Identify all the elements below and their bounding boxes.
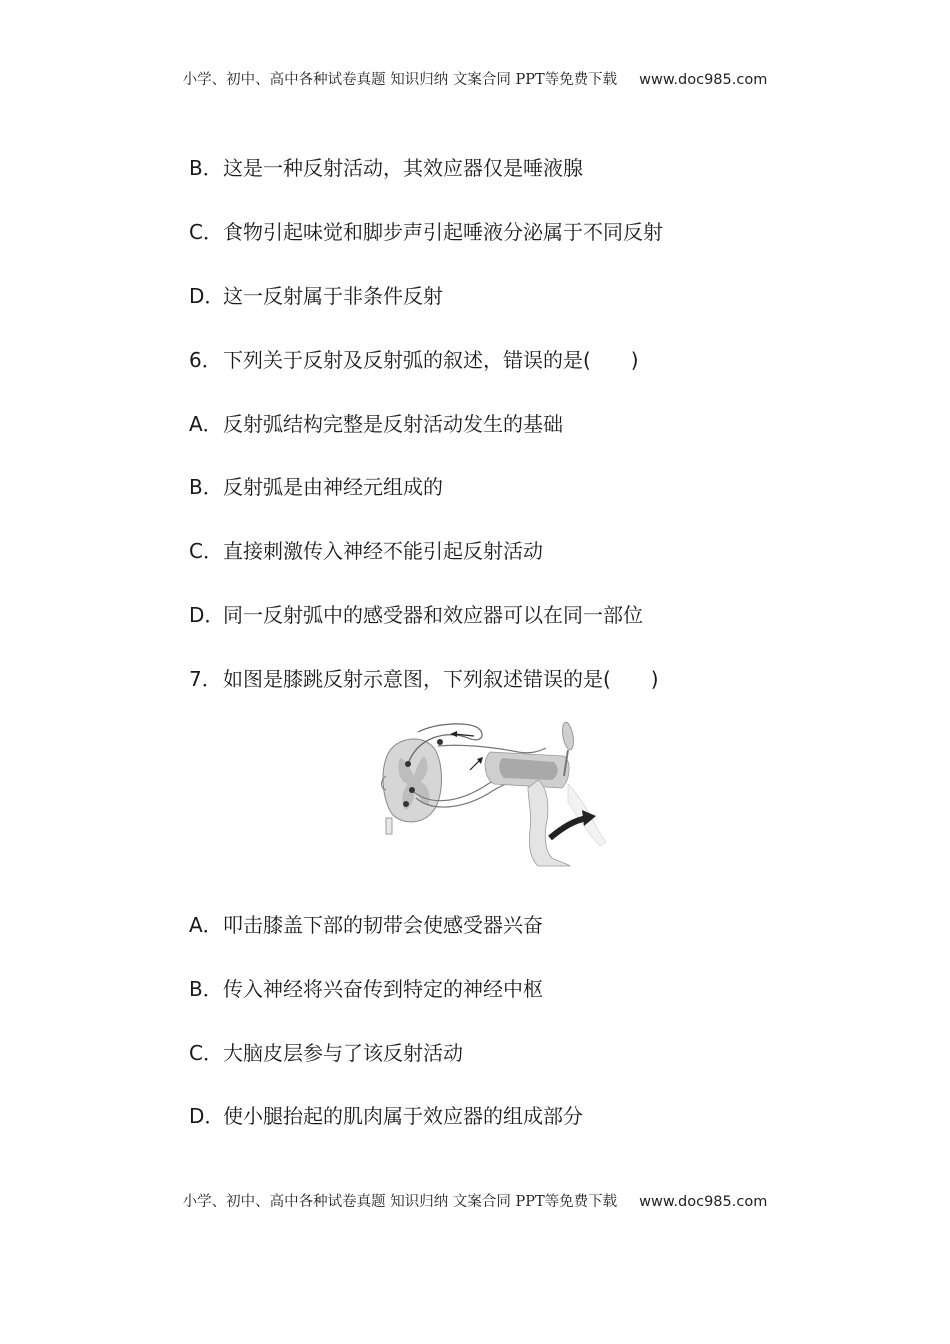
q6-option-b xyxy=(189,474,443,500)
option-label: B． xyxy=(189,156,223,180)
arrowhead xyxy=(477,757,483,764)
q6-option-c xyxy=(189,538,543,564)
neuron-body xyxy=(437,739,443,745)
arrowhead xyxy=(450,731,457,737)
neuron-body xyxy=(403,801,409,807)
option-text: 叩击膝盖下部的韧带会使感受器兴奋 xyxy=(223,913,543,937)
q7-stem xyxy=(189,666,659,692)
option-label: A． xyxy=(189,412,223,436)
q6-option-d xyxy=(189,602,643,628)
q6-stem xyxy=(189,347,639,373)
page-footer xyxy=(0,1190,950,1211)
option-label: C． xyxy=(189,539,223,563)
option-text: 传入神经将兴奋传到特定的神经中枢 xyxy=(223,977,543,1001)
option-label: B． xyxy=(189,475,223,499)
header-text: 小学、初中、高中各种试卷真题 知识归纳 文案合同 PPT等免费下载 xyxy=(182,72,618,88)
question-number: 7． xyxy=(189,667,222,691)
q6-option-a xyxy=(189,411,563,437)
option-label: D． xyxy=(189,1104,225,1128)
option-label: B． xyxy=(189,977,223,1001)
q7-option-a xyxy=(189,912,543,938)
movement-arrow xyxy=(550,818,588,838)
q7-option-c xyxy=(189,1040,463,1066)
neuron-body xyxy=(405,761,411,767)
option-text: 食物引起味觉和脚步声引起唾液分泌属于不同反射 xyxy=(223,220,663,244)
q5-option-c xyxy=(189,219,663,245)
option-label: D． xyxy=(189,603,225,627)
q5-option-d xyxy=(189,283,443,309)
option-label: A． xyxy=(189,913,223,937)
reflex-hammer-head xyxy=(561,721,576,750)
option-text: 大脑皮层参与了该反射活动 xyxy=(223,1041,463,1065)
option-label: C． xyxy=(189,220,223,244)
header-site[interactable]: www.doc985.com xyxy=(639,72,768,88)
option-text: 直接刺激传入神经不能引起反射活动 xyxy=(223,539,543,563)
footer-text: 小学、初中、高中各种试卷真题 知识归纳 文案合同 PPT等免费下载 xyxy=(182,1194,618,1210)
question-text: 如图是膝跳反射示意图，下列叙述错误的是( ) xyxy=(223,667,659,691)
q5-option-b xyxy=(189,155,583,181)
q7-option-b xyxy=(189,976,543,1002)
neuron-body xyxy=(409,787,415,793)
option-text: 这一反射属于非条件反射 xyxy=(223,284,443,308)
option-text: 反射弧是由神经元组成的 xyxy=(223,475,443,499)
option-label: C． xyxy=(189,1041,223,1065)
option-text: 使小腿抬起的肌肉属于效应器的组成部分 xyxy=(223,1104,583,1128)
option-text: 这是一种反射活动，其效应器仅是唾液腺 xyxy=(223,156,583,180)
footer-site[interactable]: www.doc985.com xyxy=(639,1194,768,1210)
option-text: 同一反射弧中的感受器和效应器可以在同一部位 xyxy=(223,603,643,627)
option-label: D． xyxy=(189,284,225,308)
lower-leg xyxy=(528,780,570,866)
signal-arrow xyxy=(470,760,480,770)
question-text: 下列关于反射及反射弧的叙述，错误的是( ) xyxy=(223,348,639,372)
question-number: 6． xyxy=(189,348,222,372)
option-text: 反射弧结构完整是反射活动发生的基础 xyxy=(223,412,563,436)
sensory-nerve xyxy=(438,745,546,753)
nerve-stub xyxy=(386,818,392,834)
knee-jerk-diagram xyxy=(378,718,610,868)
q7-option-d xyxy=(189,1103,583,1129)
knee-jerk-reflex-figure xyxy=(378,718,610,868)
page-header xyxy=(0,68,950,89)
